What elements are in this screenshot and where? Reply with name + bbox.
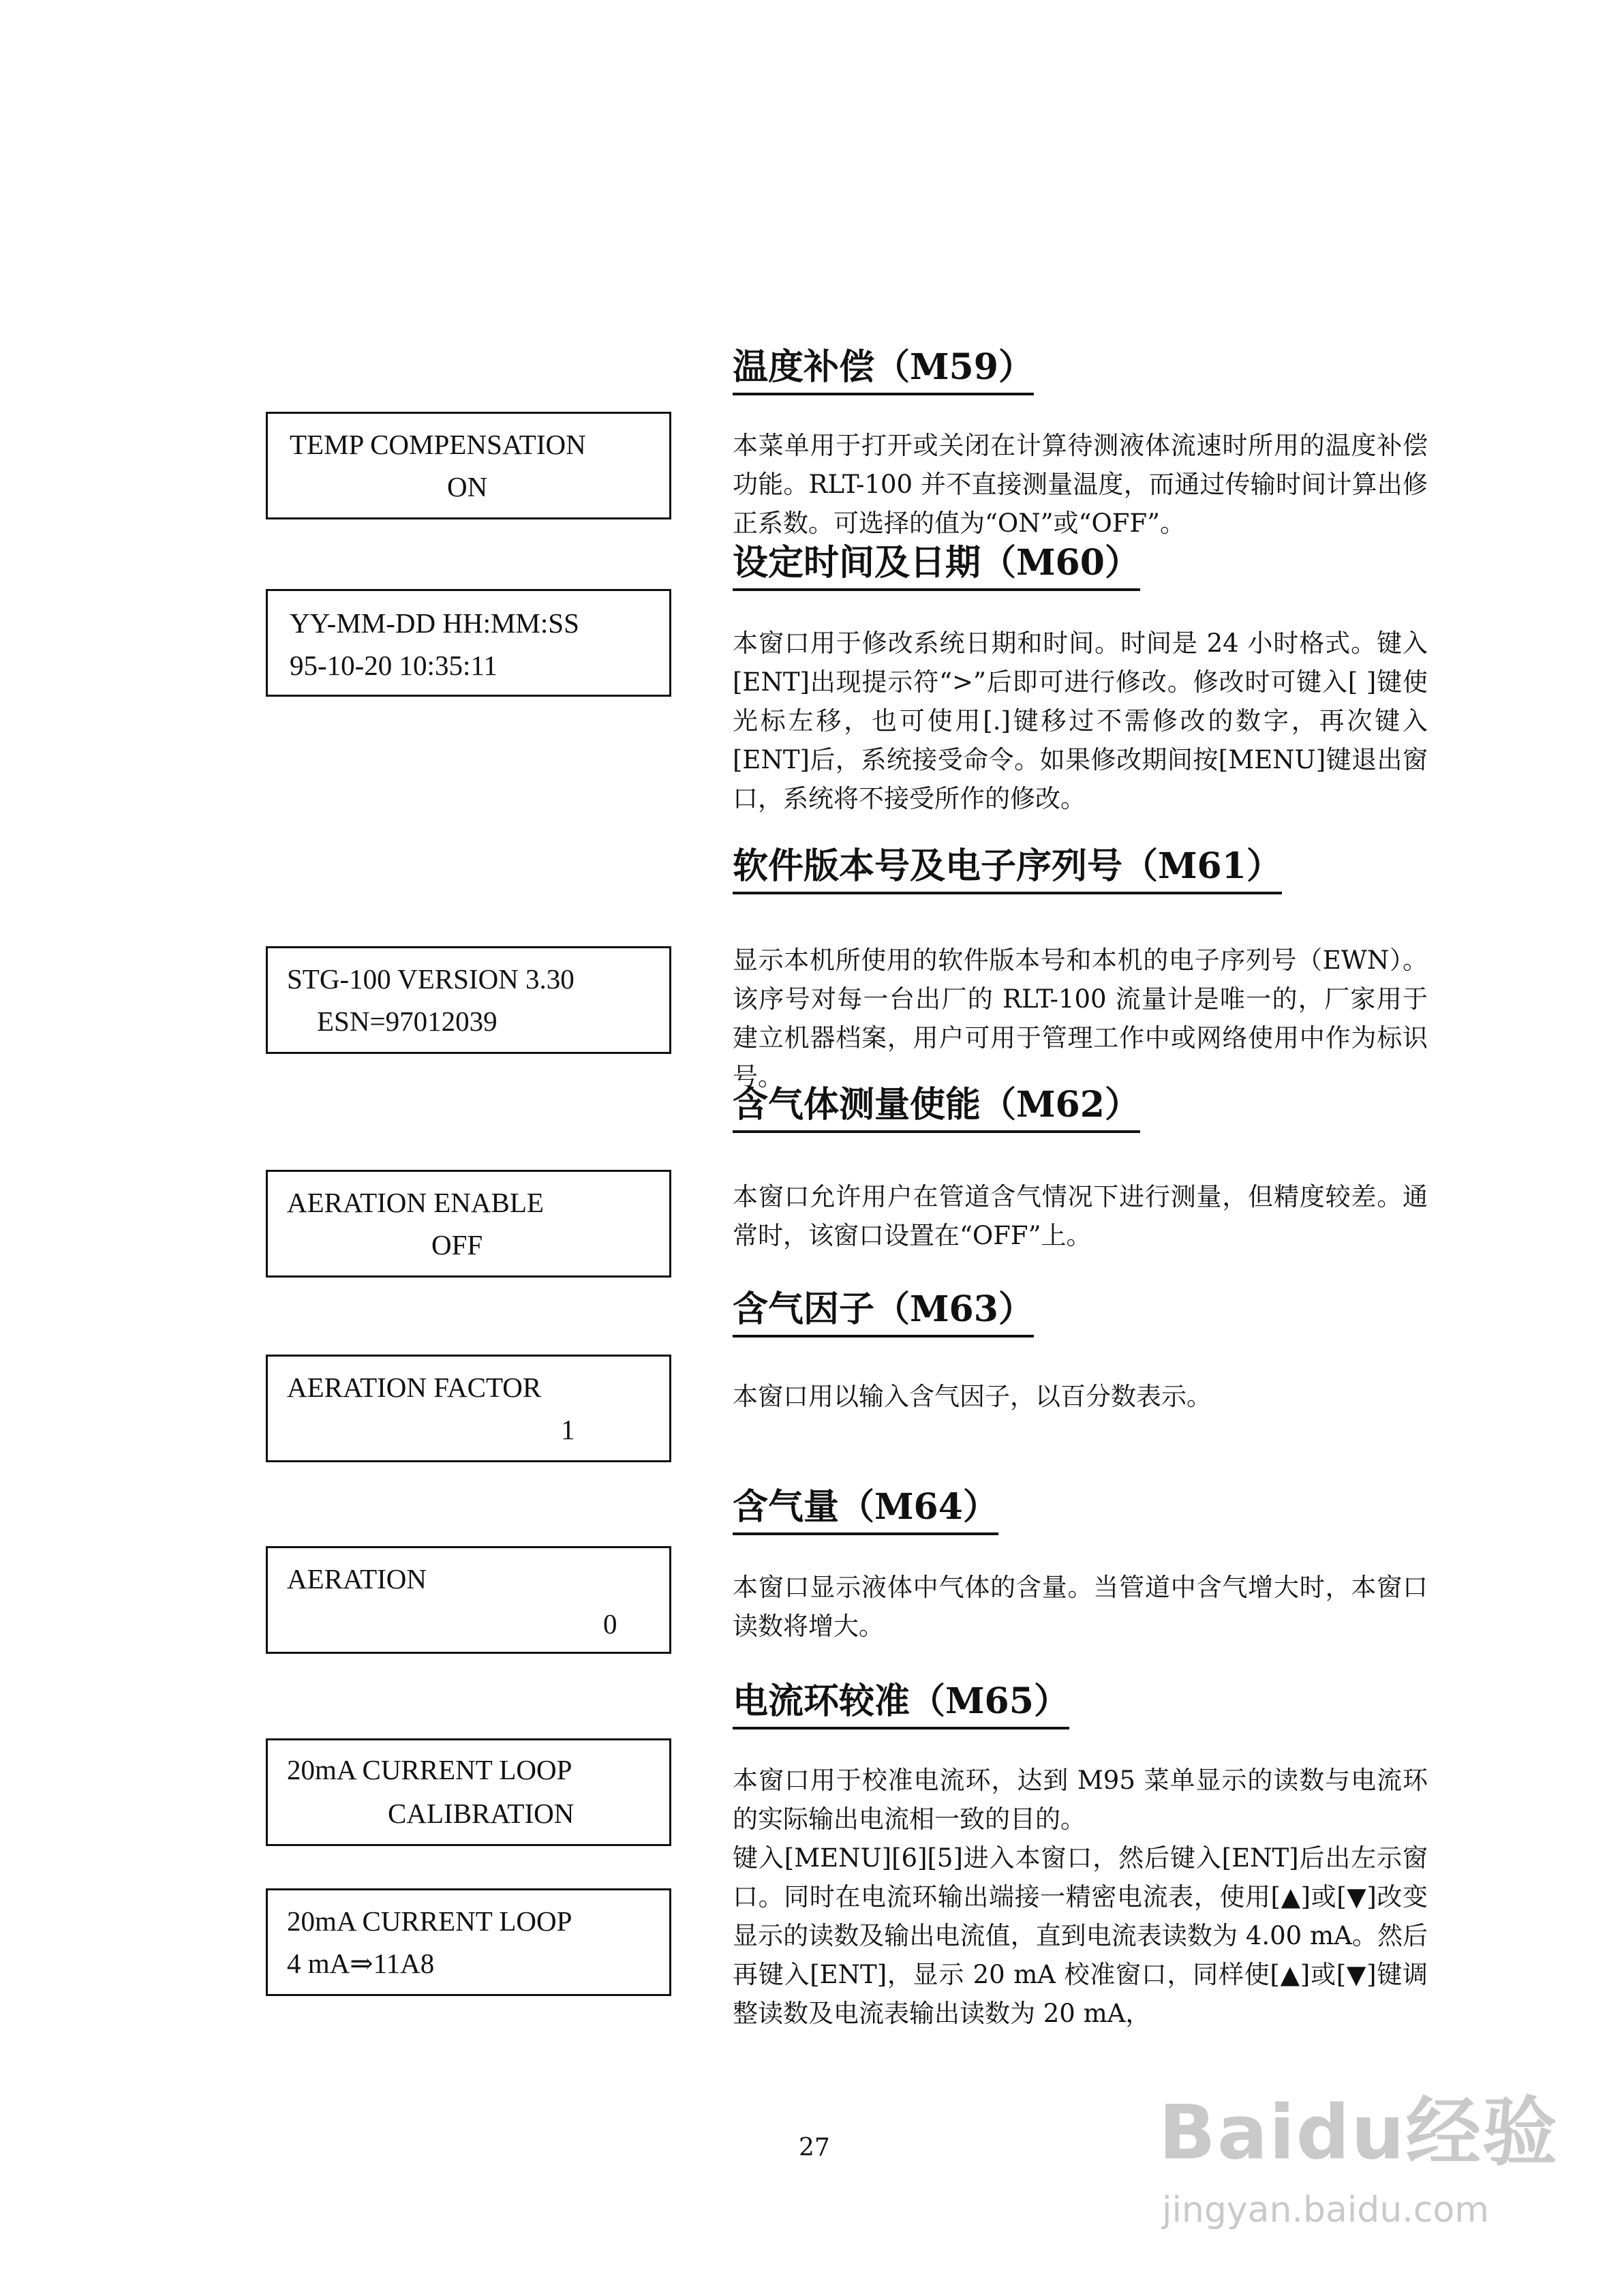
- section-title-m65: 电流环较准（M65）: [733, 1680, 1069, 1729]
- watermark-url: jingyan.baidu.com: [1162, 2190, 1489, 2231]
- section-body-m63: [733, 1377, 1428, 1416]
- lcd-line-2: 95-10-20 10:35:11: [290, 650, 498, 681]
- lcd-line-1: YY-MM-DD HH:MM:SS: [290, 607, 579, 639]
- lcd-line-2: ESN=97012039: [317, 1006, 498, 1037]
- section-title-m63: 含气因子（M63）: [733, 1288, 1034, 1338]
- section-body-m64: [733, 1568, 1428, 1646]
- paragraph: 本窗口显示液体中气体的含量。当管道中含气增大时，本窗口读数将增大。: [733, 1573, 1428, 1641]
- lcd-aeration-enable: [266, 1170, 671, 1278]
- section-title-m59: 温度补偿（M59）: [733, 346, 1034, 395]
- lcd-line-1: AERATION FACTOR: [287, 1372, 542, 1403]
- lcd-temp-compensation: [266, 412, 671, 519]
- section-title-m64: 含气量（M64）: [733, 1486, 998, 1535]
- section-body-m60: [733, 624, 1428, 818]
- lcd-line-2: 0: [603, 1608, 617, 1640]
- lcd-line-2: CALIBRATION: [388, 1798, 575, 1829]
- lcd-line-2: OFF: [431, 1229, 483, 1260]
- lcd-line-2: 1: [561, 1414, 575, 1445]
- paragraph: 本窗口允许用户在管道含气情况下进行测量，但精度较差。通常时，该窗口设置在“OFF”上。: [733, 1182, 1428, 1250]
- watermark-logo: Baidu经验: [1159, 2089, 1559, 2176]
- lcd-date-time: [266, 589, 671, 697]
- paragraph: 本窗口用于修改系统日期和时间。时间是 24 小时格式。键入[ENT]出现提示符“>”后即可进行修改。修改时可键入[ ]键使光标左移，也可使用[.]键移过不需修改的数字，再次键入[ENT]后，系统接受命令。如果修改期间按[MENU]键退出窗口，系统将不接受所作的修改。: [733, 629, 1428, 813]
- lcd-aeration-factor: [266, 1355, 671, 1462]
- section-body-m62: [733, 1177, 1428, 1255]
- lcd-line-1: AERATION ENABLE: [287, 1187, 544, 1218]
- lcd-line-1: 20mA CURRENT LOOP: [287, 1905, 572, 1937]
- paragraph: 显示本机所使用的软件版本号和本机的电子序列号（EWN）。该序号对每一台出厂的 RLT-100 流量计是唯一的，厂家用于建立机器档案，用户可用于管理工作中或网络使用中作为标识号。: [733, 946, 1428, 1091]
- paragraph: 本窗口用于校准电流环，达到 M95 菜单显示的读数与电流环的实际输出电流相一致的目的。: [733, 1766, 1428, 1834]
- lcd-aeration: [266, 1546, 671, 1654]
- section-body-m65: [733, 1761, 1428, 2033]
- lcd-line-1: 20mA CURRENT LOOP: [287, 1754, 572, 1785]
- lcd-line-1: STG-100 VERSION 3.30: [287, 963, 575, 995]
- lcd-line-2: 4 mA⇒11A8: [287, 1948, 435, 1979]
- section-title-m62: 含气体测量使能（M62）: [733, 1084, 1140, 1133]
- paragraph: 键入[MENU][6][5]进入本窗口，然后键入[ENT]后出左示窗口。同时在电流环输出端接一精密电流表，使用[▲]或[▼]改变显示的读数及输出电流值，直到电流表读数为 4.00 mA。然后再键入[ENT]，显示 20 mA 校准窗口，同样使[▲]或[▼]键调整读数及电流表输出读数为 20 mA，: [733, 1843, 1428, 2028]
- lcd-line-2: ON: [447, 471, 488, 502]
- paragraph: 本菜单用于打开或关闭在计算待测液体流速时所用的温度补偿功能。RLT-100 并不直接测量温度，而通过传输时间计算出修正系数。可选择的值为“ON”或“OFF”。: [733, 431, 1428, 538]
- section-title-m60: 设定时间及日期（M60）: [733, 542, 1140, 591]
- paragraph: 本窗口用以输入含气因子，以百分数表示。: [733, 1382, 1212, 1411]
- page-number: 27: [799, 2134, 830, 2162]
- section-body-m61: [733, 941, 1428, 1096]
- lcd-current-loop-4ma: [266, 1888, 671, 1996]
- section-title-m61: 软件版本号及电子序列号（M61）: [733, 845, 1282, 894]
- lcd-line-1: AERATION: [287, 1563, 427, 1595]
- lcd-version: [266, 946, 671, 1054]
- lcd-line-1: TEMP COMPENSATION: [290, 429, 586, 460]
- lcd-current-loop-calibration: [266, 1738, 671, 1846]
- section-body-m59: [733, 426, 1428, 543]
